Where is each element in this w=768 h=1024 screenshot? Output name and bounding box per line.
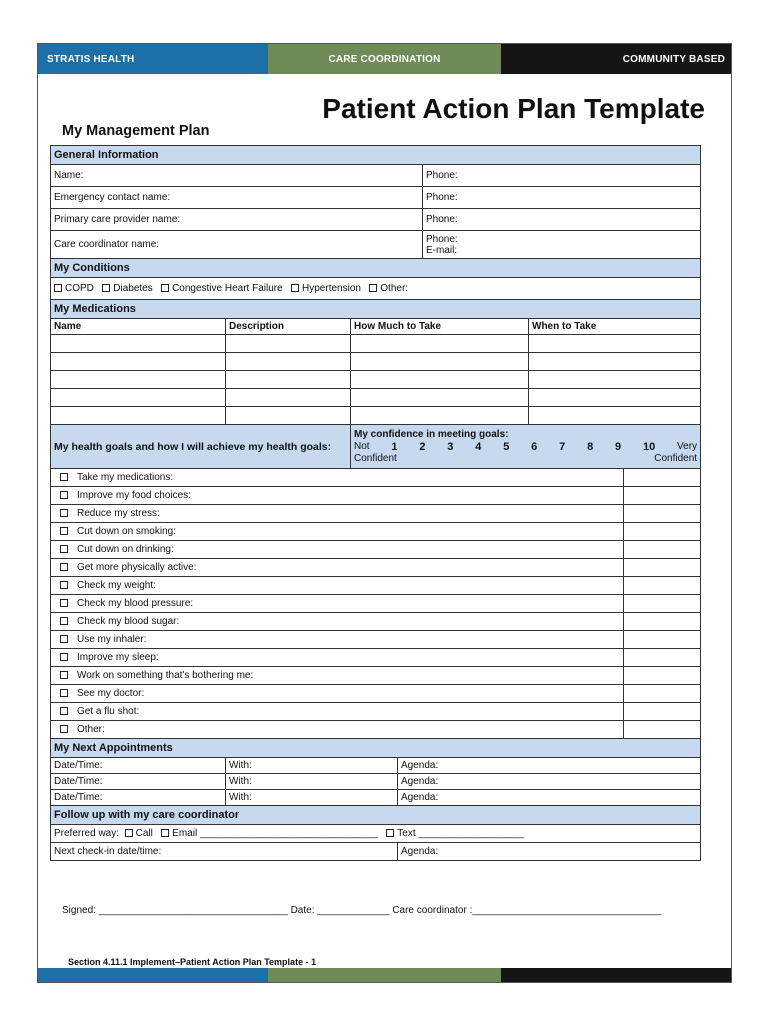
med-cell[interactable]: [351, 371, 529, 389]
goal-item[interactable]: [51, 487, 624, 505]
med-cell[interactable]: [51, 389, 226, 407]
setting-label: COMMUNITY BASED: [501, 44, 731, 74]
conditions-row: [51, 278, 701, 300]
med-row: [51, 407, 701, 425]
goal-item[interactable]: [51, 649, 624, 667]
checkbox-icon: [60, 527, 68, 535]
goal-row: [51, 667, 701, 685]
appt-date[interactable]: Date/Time:: [51, 758, 226, 774]
goal-confidence-cell[interactable]: [624, 469, 701, 487]
checkbox-icon: [60, 545, 68, 553]
goal-row: [51, 505, 701, 523]
med-row: [51, 389, 701, 407]
goal-confidence-cell[interactable]: [624, 595, 701, 613]
med-cell[interactable]: [51, 407, 226, 425]
scale-7: 7: [559, 440, 566, 453]
appt-with[interactable]: With:: [226, 790, 398, 806]
goal-row: [51, 685, 701, 703]
section-conditions: My Conditions: [51, 259, 701, 278]
goal-confidence-cell[interactable]: [624, 523, 701, 541]
goal-label: Get a flu shot:: [77, 706, 140, 717]
goal-confidence-cell[interactable]: [624, 559, 701, 577]
checkbox-icon: [161, 284, 169, 292]
scale-very-confident: Confident: [654, 452, 698, 464]
condition-hypertension[interactable]: Hypertension: [291, 283, 361, 294]
goal-row: [51, 487, 701, 505]
condition-copd[interactable]: COPD: [54, 283, 94, 294]
checkbox-icon: [60, 671, 68, 679]
med-row: [51, 371, 701, 389]
scale-1: 1: [391, 440, 398, 453]
scale-10: 10: [642, 440, 656, 453]
checkbox-icon: [60, 707, 68, 715]
preferred-way-label: Preferred way:: [54, 828, 120, 839]
scale-6: 6: [531, 440, 538, 453]
goal-item[interactable]: [51, 469, 624, 487]
appt-with[interactable]: With:: [226, 758, 398, 774]
med-col-when: When to Take: [529, 319, 701, 335]
preferred-email[interactable]: Email ________________________________: [161, 828, 378, 839]
goal-label: Improve my food choices:: [77, 490, 191, 501]
bottom-color-band: [38, 968, 731, 982]
scale-2: 2: [419, 440, 426, 453]
coordinator-phone-label: Phone:: [426, 233, 458, 245]
med-cell[interactable]: [226, 389, 351, 407]
goal-label: Work on something that's bothering me:: [77, 670, 254, 681]
goal-confidence-cell[interactable]: [624, 577, 701, 595]
name-field[interactable]: Name:: [51, 165, 423, 187]
goal-confidence-cell[interactable]: [624, 667, 701, 685]
section-footer: Section 4.11.1 Implement–Patient Action Plan Template - 1: [68, 957, 317, 967]
scale-not-confident: Confident: [354, 452, 397, 464]
bottom-band-blue: [38, 968, 268, 982]
med-cell[interactable]: [51, 353, 226, 371]
goal-label: Check my blood sugar:: [77, 616, 180, 627]
goal-item[interactable]: [51, 505, 624, 523]
goal-confidence-cell[interactable]: [624, 505, 701, 523]
next-checkin-field[interactable]: Next check-in date/time:: [51, 843, 398, 861]
goal-confidence-cell[interactable]: [624, 649, 701, 667]
checkbox-icon: [60, 563, 68, 571]
goal-label: Use my inhaler:: [77, 634, 147, 645]
confidence-scale: [351, 425, 701, 469]
scale-5: 5: [503, 440, 510, 453]
section-general: General Information: [51, 146, 701, 165]
goal-confidence-cell[interactable]: [624, 613, 701, 631]
brand-label: STRATIS HEALTH: [38, 44, 268, 74]
goal-confidence-cell[interactable]: [624, 721, 701, 739]
goal-label: See my doctor:: [77, 688, 145, 699]
appt-agenda[interactable]: Agenda:: [398, 790, 701, 806]
goal-item[interactable]: [51, 631, 624, 649]
med-cell[interactable]: [51, 371, 226, 389]
goal-item[interactable]: [51, 523, 624, 541]
scale-not-label: Not: [354, 440, 370, 452]
med-row: [51, 335, 701, 353]
goal-confidence-cell[interactable]: [624, 703, 701, 721]
goal-row: [51, 631, 701, 649]
goal-label: Check my weight:: [77, 580, 156, 591]
appt-with[interactable]: With:: [226, 774, 398, 790]
program-label: CARE COORDINATION: [268, 44, 500, 74]
goal-item[interactable]: [51, 577, 624, 595]
scale-3: 3: [447, 440, 454, 453]
goal-label: Improve my sleep:: [77, 652, 159, 663]
checkbox-icon: [60, 599, 68, 607]
scale-9: 9: [615, 440, 622, 453]
appt-date[interactable]: Date/Time:: [51, 790, 226, 806]
med-cell[interactable]: [529, 335, 701, 353]
goal-row: [51, 577, 701, 595]
care-coordinator-field[interactable]: Care coordinator name:: [51, 231, 423, 259]
med-cell[interactable]: [529, 371, 701, 389]
goal-row: [51, 469, 701, 487]
confidence-title: My confidence in meeting goals:: [354, 428, 509, 440]
goal-item[interactable]: [51, 667, 624, 685]
checkbox-icon: [60, 509, 68, 517]
goal-label: Take my medications:: [77, 472, 174, 483]
primary-care-field[interactable]: Primary care provider name:: [51, 209, 423, 231]
med-cell[interactable]: [351, 407, 529, 425]
page-subtitle: My Management Plan: [62, 123, 210, 139]
goal-item[interactable]: [51, 721, 624, 739]
goals-heading: My health goals and how I will achieve my health goals:: [51, 425, 351, 469]
med-cell[interactable]: [351, 389, 529, 407]
goal-row: [51, 523, 701, 541]
checkbox-icon: [60, 491, 68, 499]
goal-label: Check my blood pressure:: [77, 598, 194, 609]
goal-row: [51, 559, 701, 577]
checkbox-icon: [102, 284, 110, 292]
section-appointments: My Next Appointments: [51, 739, 701, 758]
condition-other[interactable]: Other:: [369, 283, 408, 294]
goal-item[interactable]: [51, 559, 624, 577]
med-cell[interactable]: [529, 389, 701, 407]
name-phone-field[interactable]: Phone:: [423, 165, 701, 187]
med-cell[interactable]: [226, 407, 351, 425]
action-plan-form: [50, 145, 701, 861]
checkbox-icon: [291, 284, 299, 292]
checkbox-icon: [125, 829, 133, 837]
med-col-description: Description: [226, 319, 351, 335]
preferred-way-row: [51, 825, 701, 843]
preferred-text[interactable]: Text ___________________: [386, 828, 524, 839]
goal-confidence-cell[interactable]: [624, 631, 701, 649]
coordinator-email-label: E-mail:: [426, 244, 458, 256]
med-cell[interactable]: [51, 335, 226, 353]
goal-item[interactable]: [51, 595, 624, 613]
signature-line[interactable]: Signed: __________________________________ Date: _____________ Care coordinator :__________________________________: [62, 905, 662, 916]
checkbox-icon: [386, 829, 394, 837]
goal-row: [51, 703, 701, 721]
page-title: Patient Action Plan Template: [322, 93, 705, 124]
goal-label: Get more physically active:: [77, 562, 197, 573]
emergency-phone-field[interactable]: Phone:: [423, 187, 701, 209]
goal-item[interactable]: [51, 613, 624, 631]
checkbox-icon: [60, 581, 68, 589]
bottom-band-green: [268, 968, 500, 982]
goal-item[interactable]: [51, 703, 624, 721]
checkbox-icon: [60, 635, 68, 643]
appt-date[interactable]: Date/Time:: [51, 774, 226, 790]
condition-chf[interactable]: Congestive Heart Failure: [161, 283, 283, 294]
condition-diabetes[interactable]: Diabetes: [102, 283, 152, 294]
checkbox-icon: [54, 284, 62, 292]
goal-confidence-cell[interactable]: [624, 685, 701, 703]
med-row: [51, 353, 701, 371]
checkbox-icon: [60, 725, 68, 733]
goal-row: [51, 541, 701, 559]
med-col-how-much: How Much to Take: [351, 319, 529, 335]
med-cell[interactable]: [226, 335, 351, 353]
scale-8: 8: [587, 440, 594, 453]
med-cell[interactable]: [226, 353, 351, 371]
goal-row: [51, 595, 701, 613]
appt-agenda[interactable]: Agenda:: [398, 758, 701, 774]
section-medications: My Medications: [51, 300, 701, 319]
goal-label: Reduce my stress:: [77, 508, 160, 519]
bottom-band-black: [501, 968, 731, 982]
med-cell[interactable]: [529, 353, 701, 371]
preferred-call[interactable]: Call: [125, 828, 153, 839]
goal-label: Other:: [77, 724, 105, 735]
scale-4: 4: [475, 440, 482, 453]
checkbox-icon: [369, 284, 377, 292]
goal-row: [51, 649, 701, 667]
emergency-contact-field[interactable]: Emergency contact name:: [51, 187, 423, 209]
goal-label: Cut down on smoking:: [77, 526, 176, 537]
checkbox-icon: [60, 617, 68, 625]
goal-item[interactable]: [51, 685, 624, 703]
top-color-band: [38, 44, 731, 74]
checkbox-icon: [60, 473, 68, 481]
goal-confidence-cell[interactable]: [624, 541, 701, 559]
appt-agenda[interactable]: Agenda:: [398, 774, 701, 790]
checkin-agenda-field[interactable]: Agenda:: [398, 843, 701, 861]
scale-very-label: Very: [677, 440, 698, 452]
med-cell[interactable]: [351, 335, 529, 353]
goal-confidence-cell[interactable]: [624, 487, 701, 505]
med-cell[interactable]: [529, 407, 701, 425]
checkbox-icon: [60, 689, 68, 697]
checkbox-icon: [161, 829, 169, 837]
checkbox-icon: [60, 653, 68, 661]
goal-row: [51, 721, 701, 739]
primary-care-phone-field[interactable]: Phone:: [423, 209, 701, 231]
med-col-name: Name: [51, 319, 226, 335]
med-cell[interactable]: [351, 353, 529, 371]
goal-item[interactable]: [51, 541, 624, 559]
document-page: [37, 43, 732, 983]
goal-row: [51, 613, 701, 631]
section-followup: Follow up with my care coordinator: [51, 806, 701, 825]
goal-label: Cut down on drinking:: [77, 544, 174, 555]
med-cell[interactable]: [226, 371, 351, 389]
care-coordinator-contact-field[interactable]: [423, 231, 701, 259]
